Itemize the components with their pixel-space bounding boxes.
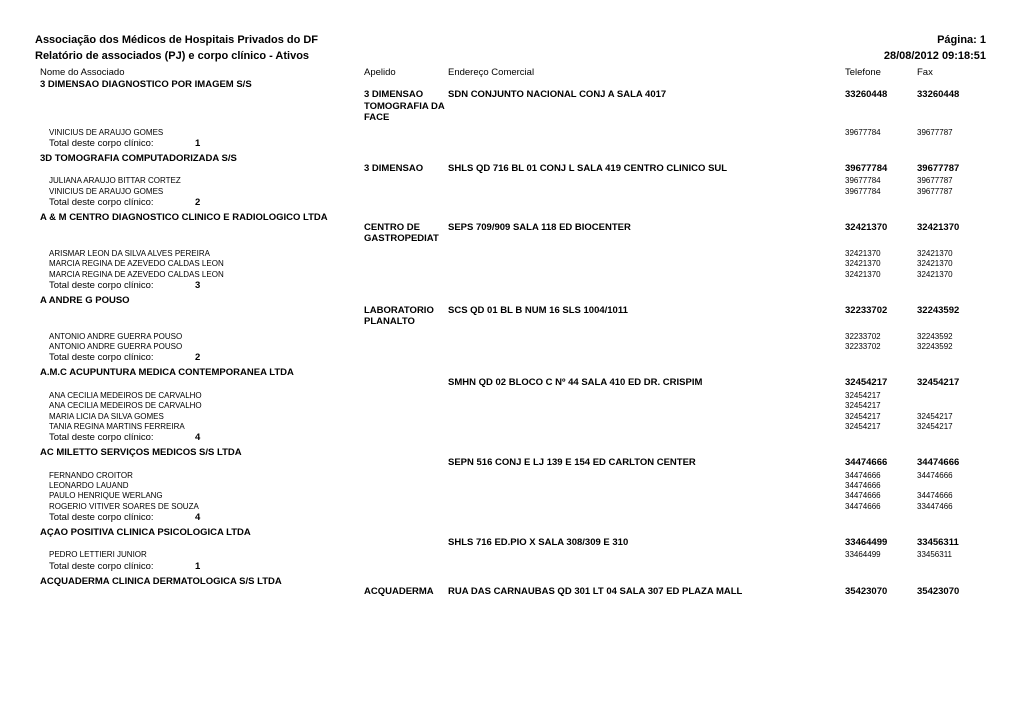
total-count: 4	[195, 511, 201, 523]
associate-fax: 35423070	[917, 585, 960, 597]
associate-name: A.M.C ACUPUNTURA MEDICA CONTEMPORANEA LTDA	[40, 367, 294, 379]
member-fax: 34474666	[917, 470, 953, 480]
member-phone: 32454217	[845, 401, 881, 411]
total-label: Total deste corpo clínico:	[49, 432, 154, 444]
member-phone: 34474666	[845, 501, 881, 511]
member-fax: 39677787	[917, 186, 953, 196]
associate-fax: 32421370	[917, 221, 960, 233]
associate-name: 3D TOMOGRAFIA COMPUTADORIZADA S/S	[40, 152, 237, 164]
associate-fax: 32454217	[917, 377, 960, 389]
total-label: Total deste corpo clínico:	[49, 137, 154, 149]
member-fax: 32421370	[917, 259, 953, 269]
column-header-endereco: Endereço Comercial	[448, 67, 535, 78]
member-fax: 33456311	[917, 550, 952, 560]
member-name: VINICIUS DE ARAUJO GOMES	[49, 186, 164, 196]
member-name: VINICIUS DE ARAUJO GOMES	[49, 127, 164, 137]
member-phone: 34474666	[845, 491, 881, 501]
member-phone: 32454217	[845, 421, 881, 431]
associate-apelido: CENTRO DE GASTROPEDIAT	[364, 221, 439, 245]
associate-phone: 35423070	[845, 585, 888, 597]
total-count: 2	[195, 352, 201, 364]
associate-address: SDN CONJUNTO NACIONAL CONJ A SALA 4017	[448, 89, 667, 100]
associate-phone: 32233702	[845, 304, 888, 316]
total-count: 1	[195, 137, 201, 149]
report-datetime: 28/08/2012 09:18:51	[883, 50, 986, 62]
member-name: MARIA LICIA DA SILVA GOMES	[49, 411, 164, 421]
member-name: TANIA REGINA MARTINS FERREIRA	[49, 421, 185, 431]
member-phone: 32421370	[845, 269, 881, 279]
associate-address: SEPS 709/909 SALA 118 ED BIOCENTER	[448, 221, 631, 233]
member-name: JULIANA ARAUJO BITTAR CORTEZ	[49, 176, 181, 186]
total-count: 4	[195, 432, 201, 444]
column-header-name: Nome do Associado	[40, 67, 125, 78]
member-name: MARCIA REGINA DE AZEVEDO CALDAS LEON	[49, 269, 224, 279]
associate-address: SCS QD 01 BL B NUM 16 SLS 1004/1011	[448, 304, 628, 316]
member-name: ARISMAR LEON DA SILVA ALVES PEREIRA	[49, 248, 210, 258]
associate-fax: 33260448	[917, 89, 960, 100]
member-phone: 32454217	[845, 390, 881, 400]
associate-phone: 39677784	[845, 162, 888, 174]
member-fax: 34474666	[917, 491, 953, 501]
associate-fax: 33456311	[917, 536, 959, 548]
member-fax: 39677787	[917, 127, 953, 137]
associate-apelido: 3 DIMENSAO	[364, 162, 424, 174]
total-label: Total deste corpo clínico:	[49, 560, 154, 572]
associate-phone: 32421370	[845, 221, 888, 233]
member-name: ANA CECILIA MEDEIROS DE CARVALHO	[49, 390, 202, 400]
total-count: 3	[195, 279, 201, 291]
total-label: Total deste corpo clínico:	[49, 279, 154, 291]
column-header-telefone: Telefone	[845, 67, 881, 78]
member-fax: 32454217	[917, 411, 953, 421]
total-label: Total deste corpo clínico:	[49, 196, 154, 208]
total-label: Total deste corpo clínico:	[49, 511, 154, 523]
associate-phone: 32454217	[845, 377, 888, 389]
member-phone: 33464499	[845, 550, 881, 560]
member-phone: 39677784	[845, 127, 881, 137]
associate-name: AC MILETTO SERVIÇOS MEDICOS S/S LTDA	[40, 447, 242, 459]
member-name: ROGERIO VITIVER SOARES DE SOUZA	[49, 501, 199, 511]
member-name: ANTONIO ANDRE GUERRA POUSO	[49, 331, 183, 341]
member-fax: 39677787	[917, 176, 953, 186]
member-name: FERNANDO CROITOR	[49, 470, 133, 480]
member-fax: 32243592	[917, 331, 953, 341]
total-count: 1	[195, 560, 201, 572]
report-title: Relatório de associados (PJ) e corpo clínico - Ativos	[35, 50, 310, 62]
member-fax: 33447466	[917, 501, 953, 511]
member-name: PEDRO LETTIERI JUNIOR	[49, 550, 147, 560]
member-phone: 34474666	[845, 470, 881, 480]
associate-address: SHLS QD 716 BL 01 CONJ L SALA 419 CENTRO CLINICO SUL	[448, 162, 728, 174]
associate-apelido: LABORATORIO PLANALTO	[364, 304, 434, 328]
member-name: ANA CECILIA MEDEIROS DE CARVALHO	[49, 401, 202, 411]
member-phone: 34474666	[845, 480, 881, 490]
associate-name: ACQUADERMA CLINICA DERMATOLOGICA S/S LTDA	[40, 575, 282, 587]
associate-address: SHLS 716 ED.PIO X SALA 308/309 E 310	[448, 536, 629, 548]
associate-name: A & M CENTRO DIAGNOSTICO CLINICO E RADIOLOGICO LTDA	[40, 211, 328, 223]
associate-phone: 34474666	[845, 457, 888, 469]
associate-apelido: ACQUADERMA	[364, 585, 434, 597]
associate-address: SEPN 516 CONJ E LJ 139 E 154 ED CARLTON CENTER	[448, 457, 696, 469]
associate-fax: 32243592	[917, 304, 960, 316]
associate-phone: 33464499	[845, 536, 888, 548]
member-phone: 32454217	[845, 411, 881, 421]
total-label: Total deste corpo clínico:	[49, 352, 154, 364]
org-name: Associação dos Médicos de Hospitais Privados do DF	[35, 34, 319, 46]
member-fax: 32421370	[917, 248, 953, 258]
member-phone: 32421370	[845, 248, 881, 258]
column-header-apelido: Apelido	[364, 67, 396, 78]
member-name: LEONARDO LAUAND	[49, 480, 129, 490]
member-phone: 32233702	[845, 342, 881, 352]
member-phone: 39677784	[845, 186, 881, 196]
associate-phone: 33260448	[845, 89, 888, 100]
member-name: PAULO HENRIQUE WERLANG	[49, 491, 163, 501]
page-number: Página: 1	[937, 34, 986, 46]
associate-address: SMHN QD 02 BLOCO C Nº 44 SALA 410 ED DR. CRISPIM	[448, 377, 703, 389]
column-header-fax: Fax	[917, 67, 933, 78]
member-fax: 32243592	[917, 342, 953, 352]
associate-apelido: 3 DIMENSAO TOMOGRAFIA DA FACE	[364, 89, 445, 123]
member-name: ANTONIO ANDRE GUERRA POUSO	[49, 342, 183, 352]
member-phone: 32233702	[845, 331, 881, 341]
member-phone: 39677784	[845, 176, 881, 186]
member-name: MARCIA REGINA DE AZEVEDO CALDAS LEON	[49, 259, 224, 269]
associate-fax: 34474666	[917, 457, 960, 469]
member-fax: 32454217	[917, 421, 953, 431]
associate-name: AÇAO POSITIVA CLINICA PSICOLOGICA LTDA	[40, 526, 251, 538]
associate-name: 3 DIMENSAO DIAGNOSTICO POR IMAGEM S/S	[40, 79, 252, 90]
member-phone: 32421370	[845, 259, 881, 269]
total-count: 2	[195, 196, 201, 208]
associate-address: RUA DAS CARNAUBAS QD 301 LT 04 SALA 307 ED PLAZA MALL	[448, 585, 743, 597]
associate-fax: 39677787	[917, 162, 960, 174]
member-fax: 32421370	[917, 269, 953, 279]
associate-name: A ANDRE G POUSO	[40, 294, 130, 306]
